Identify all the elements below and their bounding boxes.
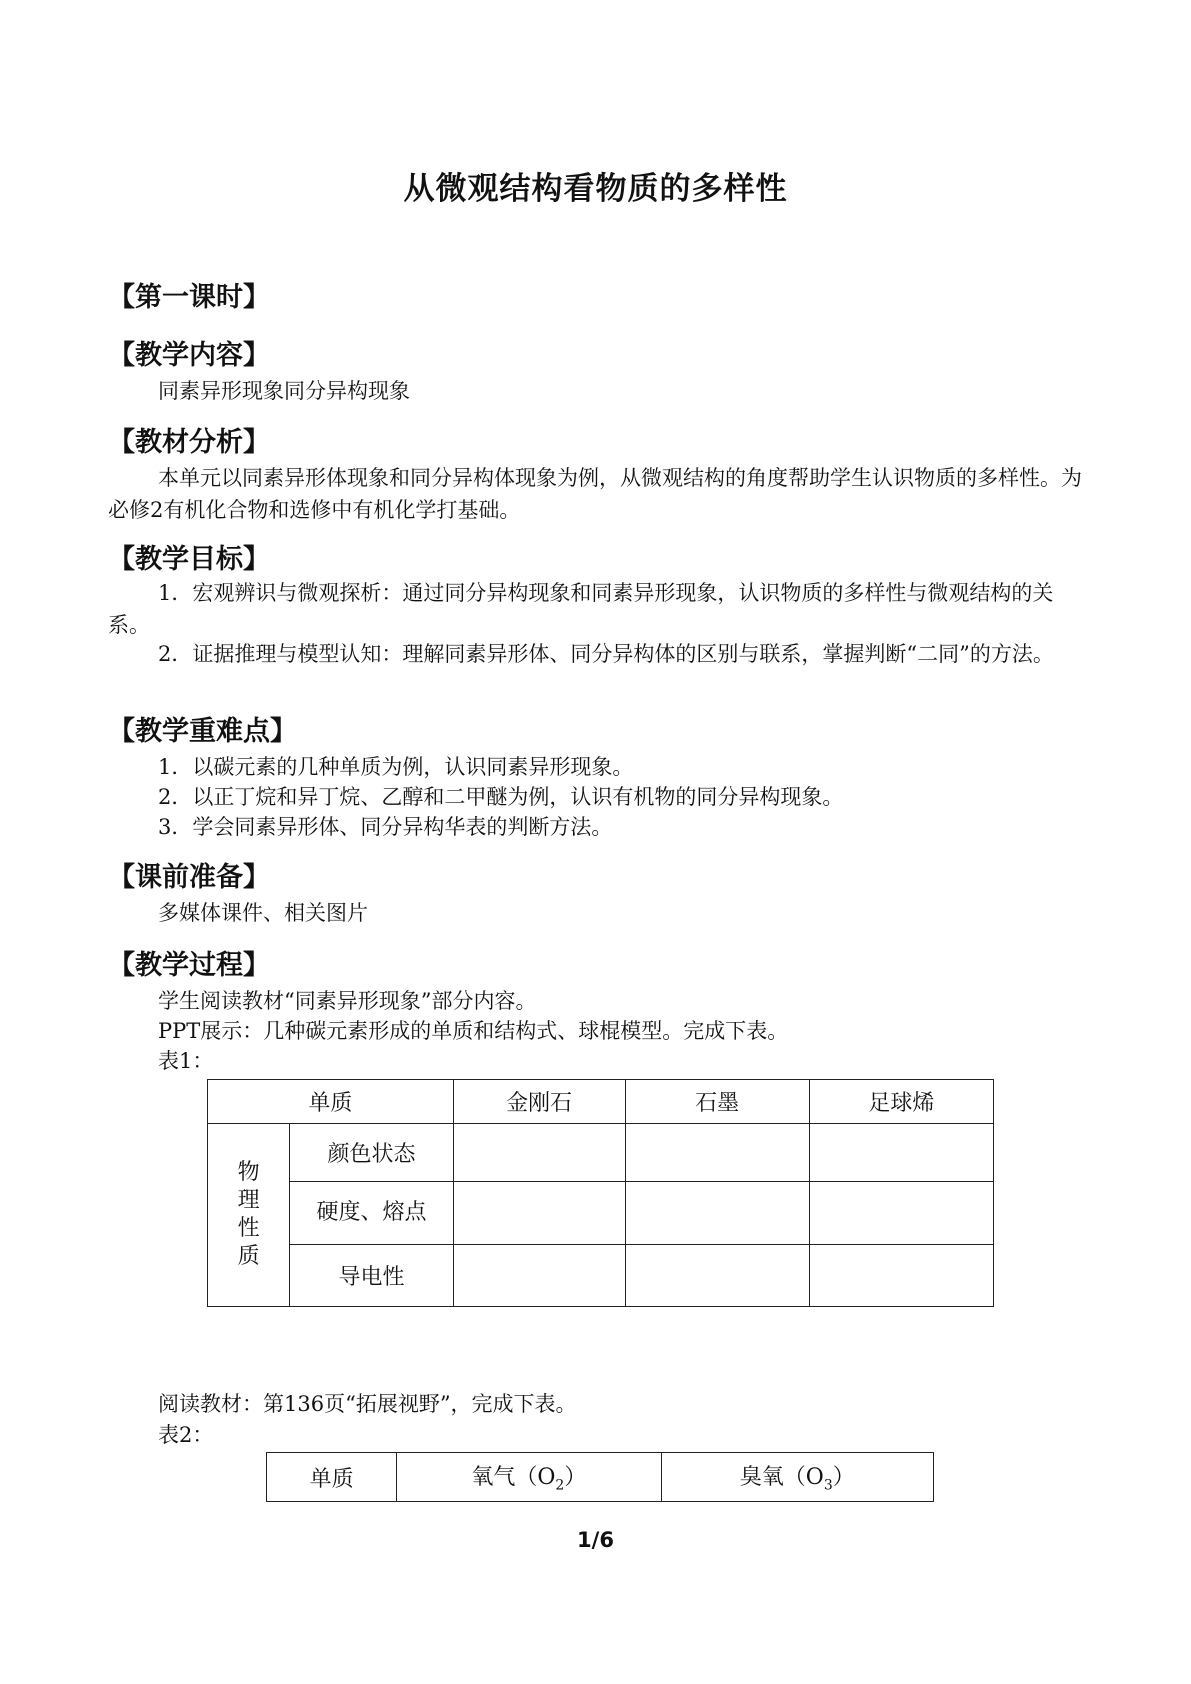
table-row (208, 1080, 994, 1124)
table2-caption: 表2： (158, 1423, 214, 1447)
table-header-cell (661, 1453, 933, 1502)
ozone-subscript: 3 (823, 1477, 833, 1494)
process-heading: 【教学过程】 (108, 950, 270, 981)
table-cell (625, 1245, 809, 1307)
table-header-cell: 单质 (208, 1080, 454, 1124)
group-label-char: 质 (237, 1244, 260, 1269)
table1-caption: 表1： (158, 1049, 214, 1073)
lesson-heading: 【第一课时】 (108, 282, 270, 313)
row-label-cell: 硬度、熔点 (290, 1182, 454, 1245)
table-cell (625, 1124, 809, 1182)
key-point-item: 1．以碳元素的几种单质为例，认识同素异形现象。 (158, 755, 634, 779)
process-text: 学生阅读教材“同素异形现象”部分内容。 (158, 989, 537, 1013)
group-label-char: 性 (237, 1216, 260, 1241)
oxygen-label-close: ） (564, 1465, 587, 1491)
group-label-cell (208, 1124, 290, 1307)
goal-item: 2．证据推理与模型认知：理解同素异形体、同分异构体的区别与联系，掌握判断“二同”的方法。 (158, 642, 1054, 666)
process-text: PPT展示：几种碳元素形成的单质和结构式、球棍模型。完成下表。 (158, 1019, 789, 1043)
goal-item: 1．宏观辨识与微观探析：通过同分异构现象和同素异形现象，认识物质的多样性与微观结构的关系。 (108, 581, 1054, 637)
table-row (208, 1245, 994, 1307)
reading-instruction: 阅读教材：第136页“拓展视野”，完成下表。 (158, 1392, 577, 1416)
analysis-heading: 【教材分析】 (108, 427, 270, 458)
table-header-cell: 足球烯 (809, 1080, 993, 1124)
page-title: 从微观结构看物质的多样性 (403, 171, 788, 207)
analysis-text: 本单元以同素异形体现象和同分异构体现象为例，从微观结构的角度帮助学生认识物质的多样性。为必修2有机化合物和选修中有机化学打基础。 (108, 466, 1082, 522)
oxygen-subscript: 2 (555, 1477, 565, 1494)
table-header-cell: 金刚石 (453, 1080, 625, 1124)
oxygen-label: 氧气（O (471, 1465, 556, 1491)
prep-text: 多媒体课件、相关图片 (158, 901, 368, 925)
prep-heading: 【课前准备】 (108, 862, 270, 893)
group-label-char: 理 (237, 1188, 260, 1213)
content-text: 同素异形现象同分异构现象 (158, 379, 410, 403)
table-header-cell (397, 1453, 661, 1502)
table-row (208, 1124, 994, 1182)
page-number: 1/6 (577, 1528, 614, 1552)
table-cell (453, 1124, 625, 1182)
goals-heading: 【教学目标】 (108, 544, 270, 575)
table-cell (453, 1245, 625, 1307)
row-label-cell: 导电性 (290, 1245, 454, 1307)
table-cell (453, 1182, 625, 1245)
table-header-cell: 石墨 (625, 1080, 809, 1124)
group-label-char: 物 (237, 1160, 260, 1185)
table-cell (809, 1124, 993, 1182)
table-cell (625, 1182, 809, 1245)
content-heading: 【教学内容】 (108, 340, 270, 371)
table-cell (809, 1182, 993, 1245)
key-points-heading: 【教学重难点】 (108, 716, 297, 747)
table-row (208, 1182, 994, 1245)
row-label-cell: 颜色状态 (290, 1124, 454, 1182)
table-cell (809, 1245, 993, 1307)
oxygen-allotropes-table (266, 1452, 934, 1502)
table-header-cell: 单质 (267, 1453, 397, 1502)
key-point-item: 3．学会同素异形体、同分异构华表的判断方法。 (158, 815, 613, 839)
ozone-label-close: ） (832, 1465, 855, 1491)
table-row (267, 1453, 934, 1502)
ozone-label: 臭氧（O (739, 1465, 824, 1491)
key-point-item: 2．以正丁烷和异丁烷、乙醇和二甲醚为例，认识有机物的同分异构现象。 (158, 785, 844, 809)
carbon-allotropes-table (207, 1079, 994, 1307)
